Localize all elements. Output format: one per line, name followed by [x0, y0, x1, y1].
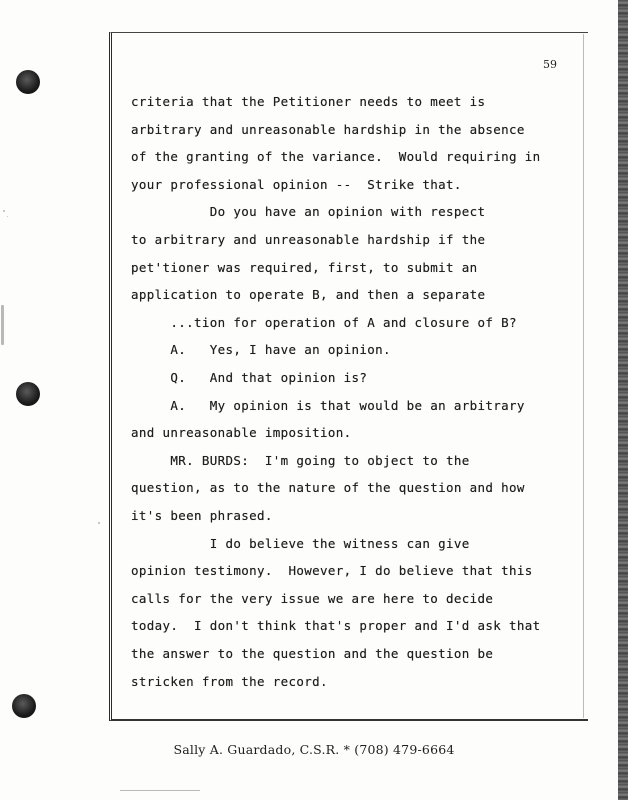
transcript-line: opinion testimony. However, I do believe that this	[131, 563, 533, 579]
transcript-line: it's been phrased.	[131, 508, 273, 523]
transcript-line: criteria that the Petitioner needs to meet is	[131, 94, 486, 109]
transcript-line: Do you have an opinion with respect	[131, 204, 486, 220]
transcript-border-right	[583, 34, 584, 718]
binder-hole-bottom	[12, 694, 36, 718]
transcript-line: stricken from the record.	[131, 673, 328, 689]
page-number: 59	[543, 58, 557, 71]
binder-hole-top	[16, 70, 40, 94]
transcript-line: arbitrary and unreasonable hardship in the absence	[131, 121, 525, 137]
transcript-line: ...tion for operation of A and closure of B?	[131, 314, 517, 330]
scan-speck	[120, 790, 200, 791]
transcript-line: today. I don't think that's proper and I'd ask that	[131, 618, 541, 634]
transcript-line: calls for the very issue we are here to decide	[131, 590, 494, 606]
transcript-line: question, as to the nature of the question and how	[131, 480, 525, 496]
court-reporter-footer: Sally A. Guardado, C.S.R. * (708) 479-6664	[173, 742, 455, 757]
transcript-line: your professional opinion -- Strike that.	[131, 176, 462, 192]
transcript-line: A. Yes, I have an opinion.	[131, 342, 391, 358]
transcript-line: the answer to the question and the question be	[131, 646, 494, 661]
transcript-line: pet'tioner was required, first, to submit an	[131, 259, 478, 275]
scan-speck	[7, 216, 8, 217]
transcript-line: A. My opinion is that would be an arbitrary	[131, 397, 525, 413]
transcript-line: application to operate B, and then a separate	[131, 287, 486, 303]
scan-speck	[3, 210, 5, 212]
transcript-line: I do believe the witness can give	[131, 535, 470, 551]
scan-edge-shadow	[618, 0, 628, 800]
transcript-line: MR. BURDS: I'm going to object to the	[131, 452, 470, 468]
transcript-line: and unreasonable imposition.	[131, 425, 352, 441]
scan-speck	[98, 522, 100, 524]
transcript-line: of the granting of the variance. Would requiring in	[131, 149, 541, 165]
binder-hole-middle	[16, 382, 40, 406]
transcript-line: Q. And that opinion is?	[131, 370, 368, 385]
scan-speck	[1, 305, 4, 345]
transcript-line: to arbitrary and unreasonable hardship if the	[131, 232, 486, 247]
